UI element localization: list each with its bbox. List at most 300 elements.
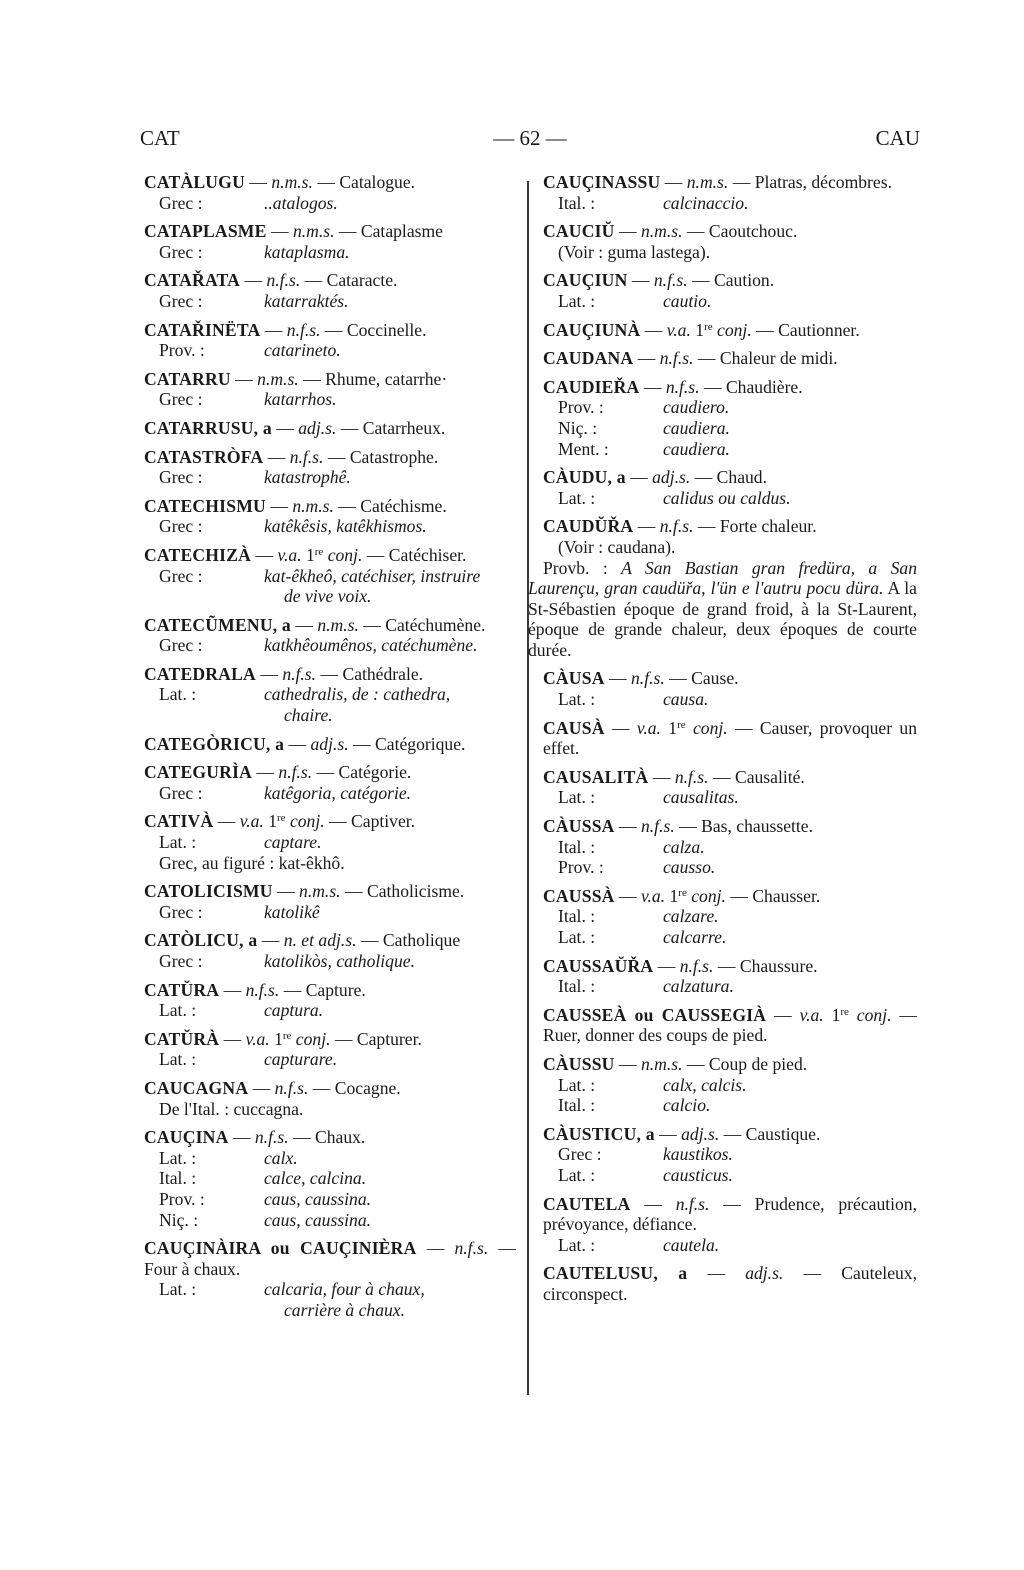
grammar-label: n.f.s. [254,1127,289,1148]
etymology-row [144,1000,516,1021]
page-number: — 62 — [493,126,567,150]
etymology-value: calx, calcis. [663,1074,747,1095]
grammar-label: n.f.s. [679,955,714,976]
grammar-label: n.f.s. [659,516,694,537]
dictionary-entry [144,418,516,439]
etymology-language: Lat. : [159,1000,197,1021]
entry-headline: CATOLICISMU — n.m.s. — Catholicisme. [144,881,465,902]
dictionary-entry [543,270,917,311]
etymology-row [144,340,516,361]
etymology-value: causa. [663,689,709,710]
definition: Caustique. [745,1123,821,1144]
dictionary-entry [543,221,917,262]
etymology-language: Lat. : [558,1234,596,1255]
etymology-language: Lat. : [558,290,596,311]
column-divider [527,181,529,1395]
definition: Chaud. [716,467,767,488]
definition: Bas, chaussette. [701,816,813,837]
definition: Coup de pied. [708,1053,808,1074]
entry-headline: CATAPLASME — n.m.s. — Cataplasme [144,221,443,242]
definition: Catholique [382,930,461,951]
etymology-value: causticus. [663,1164,733,1185]
etymology-language: Lat. : [159,1049,197,1070]
etymology-value: calzare. [663,906,719,927]
etymology-row [543,439,917,460]
etymology-value: katarraktés. [264,290,349,311]
definition: Catégorie. [338,762,412,783]
dictionary-entry [543,1263,917,1304]
entry-headline: CAUTELA — n.f.s. — Prudence, précaution, prévoyance, défiance. [543,1193,918,1235]
etymology-row [543,837,917,858]
grammar-label: v.a. 1re conj. [799,1004,892,1025]
headword: CAUSALITÀ [543,766,649,787]
headword: CAUSÀ [543,717,605,738]
dictionary-entry [144,270,516,311]
etymology-language: Grec : [159,901,203,922]
etymology-value: calza. [663,836,705,857]
headword: CATASTRÒFA [144,446,264,467]
definition: Causer, provoquer un effet. [543,717,918,759]
headword: CÀUSSA [543,816,615,837]
headword: CAUSSÀ [543,885,615,906]
entry-headline: CAUDIEŘA — n.f.s. — Chaudière. [543,376,803,397]
dictionary-entry [543,320,917,341]
etymology-row [543,976,917,997]
etymology-row [144,389,516,410]
etymology-value: captura. [264,1000,324,1021]
grammar-label: n.f.s. [665,376,700,397]
definition: Platras, décombres. [754,172,892,192]
etymology-row [543,1144,917,1165]
headword: CAUÇINÀIRA ou CAUÇINIÈRA [144,1238,417,1259]
dictionary-entry [543,377,917,459]
grammar-label: n.m.s. [640,221,683,242]
etymology-value: causso. [663,857,716,878]
headword: CAUDIEŘA [543,376,640,397]
dictionary-entry [543,718,917,759]
headword: CATÀLUGU [144,172,245,192]
etymology-row [543,689,917,710]
etymology-language: Grec : [159,290,203,311]
headword: CAUCAGNA [144,1077,249,1098]
etymology-language: Lat. : [558,689,596,710]
dictionary-entry [144,320,516,361]
left-column [144,172,516,1329]
etymology-row [144,1189,516,1210]
etymology-value: catarineto. [264,340,341,361]
etymology-language: Grec : [159,467,203,488]
etymology-value: capturare. [264,1049,338,1070]
grammar-label: n.f.s. [653,270,688,291]
headword: CATAŘINËTA [144,319,261,340]
etymology-value: caudiero. [663,397,730,418]
grammar-label: n.f.s. [266,270,301,291]
etymology-value: kat-êkheô, catéchiser, instruire de vive voix. [264,566,516,607]
etymology-language: Lat. : [558,787,596,808]
entry-headline: CAUSSEÀ ou CAUSSEGIÀ — v.a. 1re conj. — Ruer, donner des coups de pied. [543,1004,917,1046]
grammar-label: n.f.s. [278,762,313,783]
entry-headline: CAUDŬŘA — n.f.s. — Forte chaleur. [543,516,817,537]
definition: Caoutchouc. [708,221,798,242]
etymology-language: Lat. : [159,1279,197,1300]
dictionary-entry [543,668,917,709]
etymology-language: Grec : [159,192,203,213]
headword: CATÒLICU, a [144,930,258,951]
grammar-label: n.f.s. [675,1193,710,1214]
etymology-value: causalitas. [663,787,739,808]
definition: Cataplasme [360,221,443,242]
etymology-row [144,1279,516,1320]
entry-headline: CAUSALITÀ — n.f.s. — Causalité. [543,766,805,787]
grammar-label: n.m.s. [317,614,359,635]
etymology-row [144,1049,516,1070]
headword: CÀUSSU [543,1053,615,1074]
headword: CATŬRÀ [144,1028,220,1049]
definition: Chaleur de midi. [719,348,838,369]
definition: Cause. [691,668,739,689]
entry-headline: CATEGURÌA — n.f.s. — Catégorie. [144,762,412,783]
headword: CAUDŬŘA [543,516,634,537]
etymology-language: Grec : [558,1144,602,1165]
etymology-value: katêkêsis, katêkhismos. [264,516,427,537]
entry-headline: CAUÇINASSU — n.m.s. — Platras, décombres. [543,172,892,192]
etymology-row [144,193,516,214]
dictionary-entry [528,516,917,660]
etymology-value: katarrhos. [264,389,337,410]
entry-headline: CAUÇIUNÀ — v.a. 1re conj. — Cautionner. [543,319,860,340]
grammar-label: n.f.s. [640,816,675,837]
entry-headline: CATEGÒRICU, a — adj.s. — Catégorique. [144,733,466,754]
dictionary-entry [144,1127,516,1230]
entry-note: Grec, au figuré : kat-êkhô. [159,852,345,873]
etymology-language: Prov. : [159,340,205,361]
etymology-value: kataplasma. [264,241,350,262]
headword: CÀUDU, a [543,467,626,488]
etymology-value: calcinaccio. [663,192,749,213]
definition: Catholicisme. [366,881,465,902]
headword: CAUÇINA [144,1127,229,1148]
etymology-language: Lat. : [558,487,596,508]
entry-note: (Voir : guma lastega). [558,241,711,262]
etymology-continuation: chaire. [284,705,333,726]
headword: CATARRUSU, a [144,417,272,438]
grammar-label: v.a. 1re conj. [245,1028,331,1049]
etymology-value: katkhêoumênos, catéchumène. [264,635,478,656]
etymology-row [543,1235,917,1256]
definition: Captiver. [351,811,416,832]
etymology-row [144,566,516,607]
entry-headline: CAUSSAŬŘA — n.f.s. — Chaussure. [543,955,818,976]
dictionary-entry [543,1194,917,1256]
grammar-label: n.f.s. [282,663,317,684]
headword: CATŬRA [144,979,220,1000]
grammar-label: v.a. 1re conj. [636,717,728,738]
definition: Catastrophe. [349,446,439,467]
etymology-row [144,902,516,923]
definition: Caution. [714,270,775,291]
definition: Chaudière. [725,376,803,397]
running-header [140,126,920,156]
etymology-language: Grec : [159,635,203,656]
grammar-label: v.a. 1re conj. [640,885,726,906]
dictionary-entry [144,811,516,873]
dictionary-entry [144,734,516,755]
dictionary-entry [144,930,516,971]
entry-headline: CATIVÀ — v.a. 1re conj. — Captiver. [144,811,416,832]
etymology-language: Grec : [159,951,203,971]
headword: CAUSSAŬŘA [543,955,654,976]
headword: CATOLICISMU [144,881,273,902]
dictionary-entry [543,348,917,369]
definition: Catéchiser. [388,544,467,565]
definition: Capture. [305,979,366,1000]
grammar-label: adj.s. [745,1263,784,1284]
dictionary-entry [144,1078,516,1119]
entry-headline: CATAŘATA — n.f.s. — Cataracte. [144,270,398,291]
grammar-label: n. et adj.s. [283,930,357,951]
definition: Ruer, donner des coups de pied. [543,1025,768,1046]
grammar-label: n.m.s. [686,172,729,192]
etymology-value: caudiera. [663,438,730,459]
etymology-row [543,1165,917,1186]
dictionary-entry [144,447,516,488]
etymology-row [543,488,917,509]
headword: CATAPLASME [144,221,267,242]
definition: Catarrheux. [362,417,446,438]
etymology-language: Niç. : [159,1209,199,1230]
entry-headline: CAUDANA — n.f.s. — Chaleur de midi. [543,348,838,369]
etymology-language: Lat. : [558,1074,596,1095]
etymology-continuation: carrière à chaux. [284,1299,405,1320]
headword: CAUDANA [543,348,634,369]
definition: Cauteleux, circonspect. [543,1263,917,1304]
grammar-label: n.m.s. [271,172,313,192]
headword: CAUTELA [543,1193,631,1214]
etymology-value: katastrophê. [264,467,351,488]
etymology-language: Lat. : [159,684,197,705]
headword: CATEDRALA [144,663,256,684]
entry-headline: CATEDRALA — n.f.s. — Cathédrale. [144,663,424,684]
grammar-label: adj.s. [310,733,349,754]
entry-headline: CAUCAGNA — n.f.s. — Cocagne. [144,1077,401,1098]
definition: Forte chaleur. [719,516,817,537]
dictionary-entry [543,886,917,948]
etymology-language: Prov. : [558,397,604,418]
etymology-language: Ital. : [159,1168,197,1189]
grammar-label: adj.s. [298,417,337,438]
entry-headline: CAUSÀ — v.a. 1re conj. — Causer, provoquer un effet. [543,717,918,759]
header-last-word: CAU [875,126,920,150]
etymology-language: Ital. : [558,1095,596,1116]
etymology-value: calcio. [663,1095,711,1116]
etymology-row [543,787,917,808]
etymology-row [144,951,516,972]
entry-headline: CATECHISMU — n.m.s. — Catéchisme. [144,495,447,516]
definition: Catéchisme. [360,495,447,516]
proverb-text: A San Bastian gran fredüra, a San Laurençu, gran caudüřa, l'ün e l'autru pocu düra. [528,557,917,599]
entry-headline: CATECŨMENU, a — n.m.s. — Catéchumène. [144,614,486,635]
dictionary-entry [543,1005,917,1046]
definition: Cautionner. [778,319,860,340]
right-column [528,172,918,1313]
entry-headline: CATŬRA — n.f.s. — Capture. [144,979,366,1000]
etymology-row [144,635,516,656]
etymology-row [543,397,917,418]
definition: Capturer. [356,1028,422,1049]
etymology-row [543,193,917,214]
entry-note: (Voir : caudana). [558,536,676,557]
etymology-row [543,418,917,439]
entry-headline: CATARRUSU, a — adj.s. — Catarrheux. [144,417,446,438]
headword: CÀUSA [543,668,605,689]
dictionary-entry [543,956,917,997]
dictionary-entry [144,980,516,1021]
grammar-label: n.f.s. [631,668,665,689]
etymology-row [144,516,516,537]
etymology-row [144,467,516,488]
entry-headline: CÀUSSU — n.m.s. — Coup de pied. [543,1053,808,1074]
definition: Chausser. [752,885,821,906]
headword: CATECŨMENU, a [144,614,291,635]
entry-headline: CAUCIŬ — n.m.s. — Caoutchouc. [543,221,798,242]
etymology-row [144,291,516,312]
etymology-language: Prov. : [159,1188,205,1209]
etymology-row [144,1210,516,1231]
grammar-label: adj.s. [681,1123,720,1144]
dictionary-entry [543,1054,917,1116]
grammar-label: n.m.s. [257,368,299,389]
headword: CATAŘATA [144,270,241,291]
dictionary-entry [144,881,516,922]
grammar-label: adj.s. [652,467,691,488]
grammar-label: v.a. 1re conj. [666,319,752,340]
headword: CATARRU [144,368,231,389]
entry-note: De l'Ital. : cuccagna. [159,1098,304,1119]
proverb [528,558,917,661]
etymology-row [543,927,917,948]
entry-headline: CATÒLICU, a — n. et adj.s. — Catholique [144,930,461,951]
proverb-translation: A la St-Sébastien époque de grand froid, à la St-Laurent, époque de grande chaleur, deux époques de courte durée. [528,578,917,660]
grammar-label: n.f.s. [286,319,321,340]
grammar-label: v.a. 1re conj. [239,811,325,832]
headword: CATEGÒRICU, a [144,733,285,754]
etymology-value: calce, calcina. [264,1168,367,1189]
entry-headline: CAUSSÀ — v.a. 1re conj. — Chausser. [543,885,821,906]
dictionary-entry [144,762,516,803]
etymology-value: caus, caussina. [264,1209,372,1230]
entry-headline: CATASTRÒFA — n.f.s. — Catastrophe. [144,446,439,467]
definition: Four à chaux. [144,1258,241,1279]
grammar-label: n.m.s. [299,881,341,902]
etymology-language: Grec : [159,389,203,410]
dictionary-entry [144,615,516,656]
etymology-value: cautio. [663,290,712,311]
etymology-value: ..atalogos. [264,192,338,213]
etymology-language: Grec : [159,241,203,262]
grammar-label: n.m.s. [292,495,334,516]
etymology-row [543,1075,917,1096]
etymology-language: Grec : [159,782,203,803]
dictionary-entry [543,467,917,508]
dictionary-entry [144,369,516,410]
entry-headline: CATŬRÀ — v.a. 1re conj. — Capturer. [144,1028,422,1049]
headword: CAUCIŬ [543,221,615,242]
definition: Chaux. [315,1127,366,1148]
etymology-continuation: de vive voix. [284,586,372,607]
etymology-row [144,684,516,725]
etymology-language: Ital. : [558,836,596,857]
etymology-row [543,857,917,878]
etymology-value: cautela. [663,1234,720,1255]
etymology-language: Lat. : [159,832,197,853]
etymology-row [543,1095,917,1116]
definition: Chaussure. [739,955,818,976]
headword: CAUSSEÀ ou CAUSSEGIÀ [543,1004,767,1025]
entry-headline: CÀUSA — n.f.s. — Cause. [543,668,739,689]
headword: CATIVÀ [144,811,214,832]
etymology-language: Ital. : [558,976,596,997]
headword: CÀUSTICU, a [543,1123,655,1144]
etymology-language: Ment. : [558,438,609,459]
etymology-value: katolikê [264,901,320,922]
etymology-row [543,906,917,927]
dictionary-entry [543,172,917,213]
headword: CAUÇIUN [543,270,628,291]
headword: CAUÇINASSU [543,172,661,192]
etymology-language: Lat. : [558,927,596,947]
etymology-row [144,783,516,804]
header-first-word: CAT [140,126,180,150]
etymology-value: calcarre. [663,927,727,947]
dictionary-entry [144,221,516,262]
dictionary-entry [144,172,516,213]
headword: CAUTELUSU, a [543,1263,688,1284]
definition: Catalogue. [339,172,416,192]
etymology-row [144,832,516,853]
entry-headline: CATÀLUGU — n.m.s. — Catalogue. [144,172,416,192]
etymology-row [144,1168,516,1189]
etymology-language: Niç. : [558,417,598,438]
grammar-label: n.m.s. [640,1053,683,1074]
etymology-row [144,1148,516,1169]
etymology-value: calx. [264,1147,298,1168]
grammar-label: n.f.s. [245,979,280,1000]
definition: Coccinelle. [346,319,427,340]
entry-headline: CÀUSSA — n.f.s. — Bas, chaussette. [543,816,813,837]
etymology-value: calcaria, four à chaux, carrière à chaux. [264,1279,516,1320]
headword: CATECHISMU [144,495,266,516]
etymology-language: Lat. : [558,1164,596,1185]
etymology-value: caudiera. [663,417,730,438]
definition: Cataracte. [326,270,398,291]
headword: CAUÇIUNÀ [543,319,641,340]
etymology-value: calidus ou caldus. [663,487,791,508]
headword: CATECHIZÀ [144,544,252,565]
definition: Catégorique. [375,733,466,754]
definition: Rhume, catarrhe· [325,368,448,389]
grammar-label: n.f.s. [674,766,709,787]
entry-headline: CATARRU — n.m.s. — Rhume, catarrhe· [144,368,448,389]
dictionary-entry [543,767,917,808]
dictionary-entry [543,1124,917,1186]
dictionary-entry [144,664,516,726]
etymology-language: Ital. : [558,192,596,213]
entry-headline: CAUÇIUN — n.f.s. — Caution. [543,270,775,291]
definition: Catéchumène. [385,614,486,635]
etymology-language: Prov. : [558,857,604,878]
headword: CATEGURÌA [144,762,253,783]
dictionary-entry [543,816,917,878]
